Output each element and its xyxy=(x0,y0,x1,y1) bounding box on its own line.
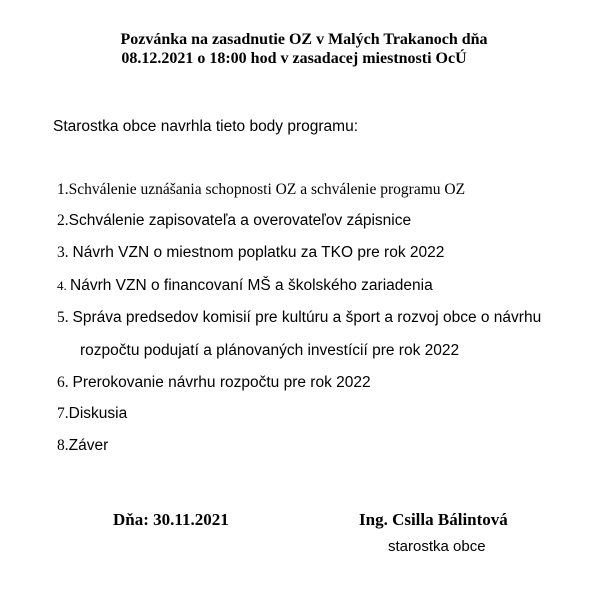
agenda-item-3 xyxy=(57,244,444,262)
agenda-item-1 xyxy=(57,181,465,199)
agenda-item-number: 8. xyxy=(57,437,69,454)
agenda-item-6 xyxy=(57,374,371,392)
agenda-item-text: Správa predsedov komisií pre kultúru a šport a rozvoj obce o návrhu xyxy=(72,309,542,326)
agenda-item-number: 7. xyxy=(57,405,69,422)
agenda-item-number: 2. xyxy=(57,212,69,229)
agenda-item-7 xyxy=(57,405,127,423)
agenda-item-number: 1. xyxy=(57,181,69,198)
agenda-item-text: Schválenie zapisovateľa a overovateľov zápisnice xyxy=(68,212,412,229)
agenda-item-5 xyxy=(57,309,541,327)
agenda-item-text: Návrh VZN o financovaní MŠ a školského zariadenia xyxy=(70,277,433,294)
intro-text: Starostka obce navrhla tieto body programu: xyxy=(53,118,359,135)
agenda-item-text: Schválenie uznášania schopnosti OZ a schválenie programu OZ xyxy=(68,181,466,198)
agenda-item-text: rozpočtu podujatí a plánovaných investícií pre rok 2022 xyxy=(80,342,460,359)
agenda-item-2 xyxy=(57,212,411,230)
invitation-title-line-2: 08.12.2021 o 18:00 hod v zasadacej miestnosti OcÚ xyxy=(121,50,467,67)
agenda-item-text: Diskusia xyxy=(68,405,128,422)
agenda-item-8 xyxy=(57,437,108,455)
signatory-name: Ing. Csilla Bálintová xyxy=(359,510,508,529)
agenda-item-text: Záver xyxy=(68,437,109,454)
agenda-item-text: Prerokovanie návrhu rozpočtu pre rok 2022 xyxy=(72,374,371,391)
document-date: Dňa: 30.11.2021 xyxy=(113,510,229,529)
agenda-item-number: 3. xyxy=(57,244,73,261)
signatory-role: starostka obce xyxy=(388,538,486,555)
agenda-item-number: 6. xyxy=(57,374,73,391)
agenda-item-5-continuation xyxy=(80,342,459,360)
agenda-item-number: 4. xyxy=(57,278,70,293)
invitation-title-line-1: Pozvánka na zasadnutie OZ v Malých Trakanoch dňa xyxy=(120,31,488,48)
agenda-item-text: Návrh VZN o miestnom poplatku za TKO pre rok 2022 xyxy=(72,244,445,261)
agenda-item-4 xyxy=(57,277,433,295)
agenda-item-number: 5. xyxy=(57,309,73,326)
